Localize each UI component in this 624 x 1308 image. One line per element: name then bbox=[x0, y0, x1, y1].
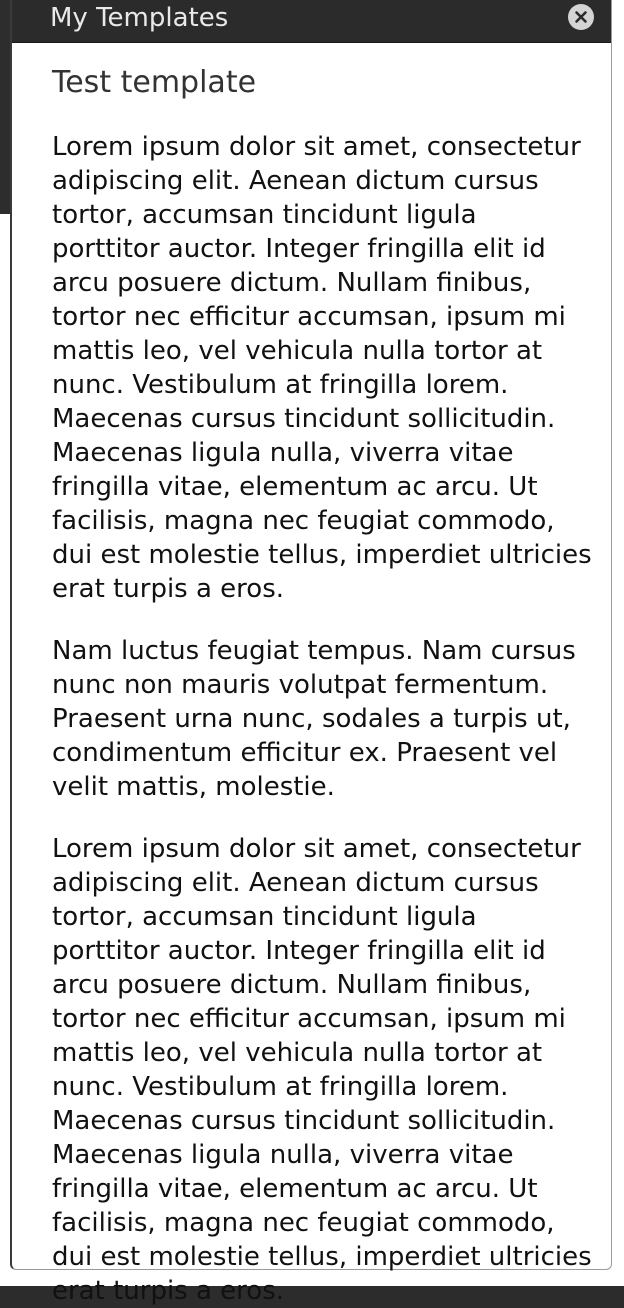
dialog-title: My Templates bbox=[50, 3, 229, 33]
template-name: Test template bbox=[52, 65, 257, 100]
templates-dialog bbox=[10, 0, 612, 1306]
template-body bbox=[52, 130, 592, 1308]
template-paragraph: Lorem ipsum dolor sit amet, consectetur adipiscing elit. Aenean dictum cursus tortor, accumsan tincidunt ligula porttitor auctor. Integer fringilla elit id arcu posuere dictum. Nullam finibus, tortor nec efficitur accumsan, ipsum mi mattis leo, vel vehicula nulla tortor at nunc. Vestibulum at fringilla lorem. Maecenas cursus tincidunt sollicitudin. Maecenas ligula nulla, viverra vitae fringilla vitae, elementum ac arcu. Ut facilisis, magna nec feugiat commodo, dui est molestie tellus, imperdiet ultricies erat turpis a eros. bbox=[52, 132, 592, 604]
close-button[interactable] bbox=[568, 4, 594, 30]
template-preview[interactable] bbox=[52, 44, 592, 1306]
template-paragraph: Nam luctus feugiat tempus. Nam cursus nunc non mauris volutpat fermentum. Praesent urna nunc, sodales a turpis ut, condimentum efficitur ex. Praesent vel velit mattis, molestie. bbox=[52, 636, 576, 802]
close-icon bbox=[568, 4, 594, 30]
dialog-titlebar bbox=[12, 0, 611, 43]
background-app-strip bbox=[612, 0, 624, 1286]
template-paragraph: Lorem ipsum dolor sit amet, consectetur adipiscing elit. Aenean dictum cursus tortor, accumsan tincidunt ligula porttitor auctor. Integer fringilla elit id arcu posuere dictum. Nullam finibus, tortor nec efficitur accumsan, ipsum mi mattis leo, vel vehicula nulla tortor at nunc. Vestibulum at fringilla lorem. Maecenas cursus tincidunt sollicitudin. Maecenas ligula nulla, viverra vitae fringilla vitae, elementum ac arcu. Ut facilisis, magna nec feugiat commodo, dui est molestie tellus, imperdiet ultricies erat turpis a eros. bbox=[52, 834, 592, 1306]
